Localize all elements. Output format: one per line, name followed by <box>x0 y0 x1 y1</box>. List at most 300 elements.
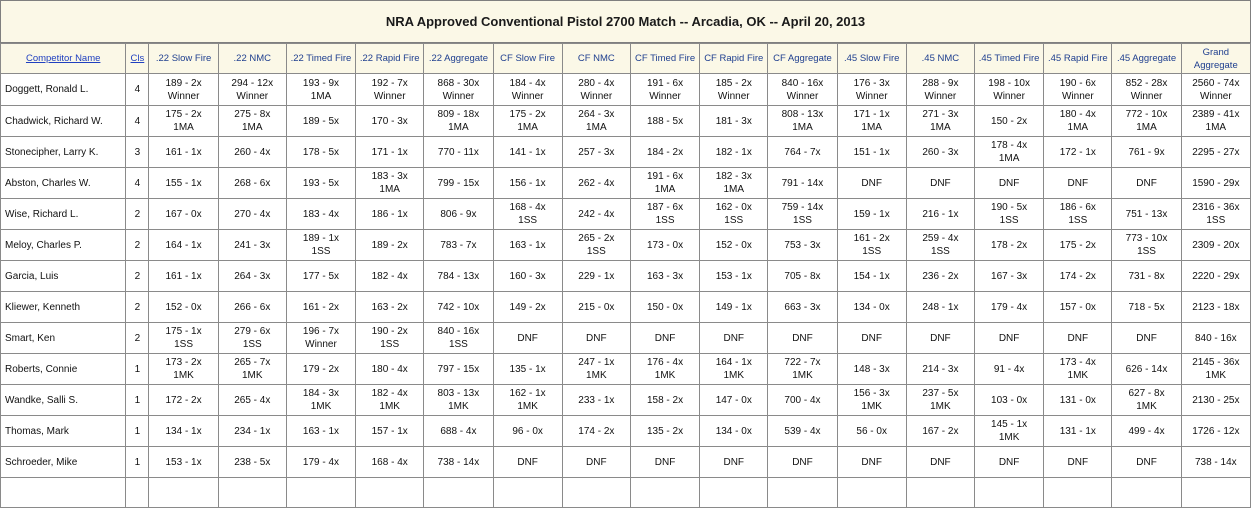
score-value: 173 - 0x <box>646 239 684 251</box>
column-header-45-aggregate: .45 Aggregate <box>1112 44 1181 74</box>
score-value: 96 - 0x <box>512 425 543 437</box>
score-value: 265 - 2x <box>578 233 615 244</box>
score-value: 705 - 8x <box>784 270 821 282</box>
award-label: Winner <box>786 90 819 102</box>
score-cell <box>562 292 630 323</box>
competitor-name: Kliewer, Kenneth <box>1 292 126 323</box>
score-cell <box>493 230 562 261</box>
class-cell: 2 <box>126 261 149 292</box>
score-value: 161 - 1x <box>165 146 202 158</box>
score-value: 738 - 14x <box>1194 456 1237 468</box>
score-cell <box>768 416 837 447</box>
competitor-name: Chadwick, Richard W. <box>1 106 126 137</box>
score-value: 183 - 3x <box>371 171 408 182</box>
award-label: Winner <box>1061 90 1094 102</box>
empty-cell <box>218 478 286 508</box>
score-cell <box>700 168 768 199</box>
score-cell <box>630 323 699 354</box>
score-cell <box>218 416 286 447</box>
score-cell <box>1181 416 1250 447</box>
score-cell <box>1181 261 1250 292</box>
score-cell <box>700 385 768 416</box>
score-value: 176 - 4x <box>646 357 684 368</box>
score-cell <box>630 292 699 323</box>
header-row <box>1 44 1251 74</box>
score-cell <box>424 137 493 168</box>
column-header-22-rapid-fire: .22 Rapid Fire <box>356 44 424 74</box>
score-value: 731 - 8x <box>1128 270 1165 282</box>
empty-cell <box>286 478 355 508</box>
award-label: 1MK <box>792 370 813 381</box>
score-value: 135 - 1x <box>509 363 546 375</box>
score-cell <box>700 261 768 292</box>
score-value: 178 - 4x <box>991 140 1028 151</box>
score-value: 172 - 2x <box>165 394 202 406</box>
column-header-cf-nmc: CF NMC <box>562 44 630 74</box>
score-value: 164 - 1x <box>165 239 202 251</box>
score-value: 809 - 18x <box>437 109 480 120</box>
class-cell: 4 <box>126 106 149 137</box>
award-label: 1MK <box>723 370 745 381</box>
award-label: 1MA <box>310 90 332 102</box>
score-cell <box>218 385 286 416</box>
score-cell <box>906 106 974 137</box>
empty-cell <box>768 478 837 508</box>
score-value: 163 - 2x <box>371 301 408 313</box>
score-value: 190 - 5x <box>991 202 1028 213</box>
score-value: 2316 - 36x <box>1192 202 1240 213</box>
score-cell <box>1044 447 1112 478</box>
score-cell <box>424 354 493 385</box>
score-value: 167 - 0x <box>165 208 202 220</box>
score-cell <box>286 354 355 385</box>
award-label: 1MK <box>930 401 951 412</box>
score-cell <box>1112 447 1181 478</box>
score-cell <box>356 261 424 292</box>
score-cell <box>493 354 562 385</box>
score-cell <box>562 106 630 137</box>
score-cell <box>975 137 1044 168</box>
score-cell <box>218 230 286 261</box>
score-cell <box>975 199 1044 230</box>
score-value: 179 - 4x <box>991 301 1028 313</box>
award-label: Winner <box>1130 90 1163 102</box>
competitor-name: Wandke, Salli S. <box>1 385 126 416</box>
score-cell <box>286 385 355 416</box>
column-header-22-aggregate: .22 Aggregate <box>424 44 493 74</box>
award-label: 1SS <box>930 246 950 257</box>
score-value: 803 - 13x <box>437 388 480 399</box>
score-value: 182 - 3x <box>715 171 752 182</box>
score-value: 170 - 3x <box>371 115 408 127</box>
score-cell <box>1112 137 1181 168</box>
score-cell <box>906 168 974 199</box>
score-value: 764 - 7x <box>784 146 821 158</box>
score-cell <box>286 199 355 230</box>
score-value: 265 - 4x <box>234 394 271 406</box>
score-cell <box>630 385 699 416</box>
score-value: 179 - 4x <box>302 456 340 468</box>
table-row <box>1 323 1251 354</box>
score-value: 791 - 14x <box>781 177 824 189</box>
score-cell <box>218 106 286 137</box>
score-value: 155 - 1x <box>165 177 202 189</box>
score-cell <box>906 447 974 478</box>
score-value: 266 - 6x <box>234 301 271 313</box>
score-cell <box>837 354 906 385</box>
score-value: 190 - 6x <box>1059 77 1096 89</box>
score-value: 150 - 0x <box>646 301 684 313</box>
score-cell <box>218 292 286 323</box>
competitor-name: Smart, Ken <box>1 323 126 354</box>
score-cell <box>356 106 424 137</box>
award-label: 1MK <box>448 401 469 412</box>
award-label: 1MA <box>517 122 538 133</box>
score-value: 148 - 3x <box>853 363 890 375</box>
table-row <box>1 385 1251 416</box>
score-cell <box>493 106 562 137</box>
score-cell <box>149 199 218 230</box>
award-label: 1SS <box>1137 246 1156 257</box>
class-cell: 2 <box>126 323 149 354</box>
score-value: 173 - 4x <box>1059 357 1096 368</box>
score-cell <box>218 323 286 354</box>
score-value: 175 - 2x <box>165 109 202 120</box>
score-value: 241 - 3x <box>234 239 271 251</box>
score-value: 797 - 15x <box>437 363 480 375</box>
score-cell <box>286 106 355 137</box>
score-cell <box>424 447 493 478</box>
score-cell <box>1044 106 1112 137</box>
score-cell <box>149 354 218 385</box>
score-value: DNF <box>654 456 676 468</box>
award-label: 1SS <box>174 339 194 350</box>
score-value: 147 - 0x <box>715 394 752 406</box>
award-label: 1MA <box>1136 122 1157 133</box>
score-value: 257 - 3x <box>578 146 615 158</box>
class-cell: 3 <box>126 137 149 168</box>
competitor-name: Wise, Richard L. <box>1 199 126 230</box>
award-label: 1MK <box>517 401 538 412</box>
score-value: DNF <box>998 332 1020 344</box>
score-cell <box>1112 230 1181 261</box>
score-value: 799 - 15x <box>437 177 480 189</box>
score-cell <box>906 261 974 292</box>
score-value: DNF <box>1067 177 1089 189</box>
score-value: 184 - 2x <box>646 146 684 158</box>
score-value: 159 - 1x <box>853 208 890 220</box>
score-cell <box>1181 323 1250 354</box>
award-label: 1MA <box>930 122 951 133</box>
score-value: 184 - 4x <box>509 77 546 89</box>
score-value: 183 - 4x <box>302 208 340 220</box>
score-cell <box>700 292 768 323</box>
score-value: 171 - 1x <box>853 109 890 120</box>
score-value: 152 - 0x <box>715 239 752 251</box>
score-value: 163 - 1x <box>509 239 546 251</box>
score-value: 627 - 8x <box>1128 388 1165 399</box>
score-value: 103 - 0x <box>991 394 1028 406</box>
score-value: 182 - 1x <box>715 146 752 158</box>
award-label: 1MK <box>241 370 263 381</box>
score-cell <box>1044 292 1112 323</box>
award-label: 1MK <box>1136 401 1157 412</box>
score-cell <box>1044 385 1112 416</box>
score-value: 131 - 0x <box>1059 394 1096 406</box>
column-header-45-timed-fire: .45 Timed Fire <box>975 44 1044 74</box>
score-value: 783 - 7x <box>440 239 477 251</box>
score-cell <box>149 323 218 354</box>
score-value: 56 - 0x <box>856 425 887 437</box>
award-label: 1SS <box>448 339 468 350</box>
score-cell <box>493 137 562 168</box>
score-cell <box>1181 354 1250 385</box>
score-value: 153 - 1x <box>165 456 202 468</box>
score-value: 247 - 1x <box>578 357 615 368</box>
score-cell <box>700 416 768 447</box>
table-row <box>1 137 1251 168</box>
award-label: Winner <box>236 90 269 102</box>
score-value: 700 - 4x <box>784 394 821 406</box>
score-value: DNF <box>861 177 882 189</box>
score-value: 759 - 14x <box>781 202 824 213</box>
score-cell <box>630 354 699 385</box>
award-label: 1MA <box>998 153 1020 164</box>
score-value: 160 - 3x <box>509 270 546 282</box>
score-value: 179 - 2x <box>302 363 340 375</box>
score-cell <box>700 199 768 230</box>
score-cell <box>837 106 906 137</box>
score-cell <box>1044 168 1112 199</box>
score-value: 806 - 9x <box>440 208 477 220</box>
score-cell <box>1044 354 1112 385</box>
class-cell: 1 <box>126 416 149 447</box>
score-value: 539 - 4x <box>784 425 821 437</box>
score-value: 751 - 13x <box>1125 208 1168 220</box>
score-cell <box>837 447 906 478</box>
class-cell: 4 <box>126 74 149 106</box>
score-value: 214 - 3x <box>922 363 959 375</box>
column-header-cf-rapid-fire: CF Rapid Fire <box>700 44 768 74</box>
score-cell <box>768 292 837 323</box>
score-cell <box>975 292 1044 323</box>
score-cell <box>975 261 1044 292</box>
score-value: 168 - 4x <box>371 456 408 468</box>
empty-cell <box>1112 478 1181 508</box>
score-cell <box>493 168 562 199</box>
score-cell <box>1044 137 1112 168</box>
score-cell <box>218 199 286 230</box>
empty-cell <box>1 478 126 508</box>
award-label: 1MA <box>723 184 745 195</box>
score-value: 742 - 10x <box>437 301 480 313</box>
score-value: 145 - 1x <box>991 419 1028 430</box>
score-value: 157 - 0x <box>1059 301 1096 313</box>
score-value: 238 - 5x <box>234 456 271 468</box>
award-label: 1MK <box>1067 370 1089 381</box>
score-value: 131 - 1x <box>1059 425 1096 437</box>
score-cell <box>562 168 630 199</box>
score-value: 626 - 14x <box>1125 363 1168 375</box>
award-label: 1MA <box>241 122 263 133</box>
empty-cell <box>630 478 699 508</box>
score-value: DNF <box>654 332 676 344</box>
score-cell <box>1044 261 1112 292</box>
score-cell <box>149 385 218 416</box>
table-row <box>1 230 1251 261</box>
score-cell <box>1112 168 1181 199</box>
column-header-22-timed-fire: .22 Timed Fire <box>286 44 355 74</box>
score-value: 175 - 2x <box>509 109 546 120</box>
score-value: DNF <box>586 332 607 344</box>
score-value: DNF <box>517 332 538 344</box>
score-cell <box>356 447 424 478</box>
score-value: 268 - 6x <box>234 177 271 189</box>
empty-cell <box>126 478 149 508</box>
score-cell <box>218 447 286 478</box>
score-cell <box>1044 323 1112 354</box>
competitor-name: Abston, Charles W. <box>1 168 126 199</box>
class-cell: 1 <box>126 385 149 416</box>
score-cell <box>149 137 218 168</box>
score-cell <box>906 199 974 230</box>
score-cell <box>1044 74 1112 106</box>
score-value: 190 - 2x <box>371 326 408 337</box>
table-row <box>1 261 1251 292</box>
score-value: 2560 - 74x <box>1192 77 1240 89</box>
score-cell <box>286 447 355 478</box>
score-cell <box>218 261 286 292</box>
column-header-cls[interactable]: Cls <box>126 44 149 74</box>
score-cell <box>562 261 630 292</box>
score-value: 180 - 4x <box>371 363 408 375</box>
table-row <box>1 416 1251 447</box>
score-cell <box>286 261 355 292</box>
score-cell <box>768 230 837 261</box>
score-value: 236 - 2x <box>922 270 959 282</box>
score-value: 174 - 2x <box>1059 270 1096 282</box>
award-label: 1MK <box>586 370 607 381</box>
score-value: 264 - 3x <box>578 109 615 120</box>
score-cell <box>700 447 768 478</box>
score-value: 164 - 1x <box>715 357 752 368</box>
score-value: 149 - 1x <box>715 301 752 313</box>
score-value: 279 - 6x <box>234 326 271 337</box>
score-value: DNF <box>930 456 951 468</box>
score-value: 189 - 5x <box>302 115 340 127</box>
award-label: Winner <box>580 90 613 102</box>
score-value: 158 - 2x <box>646 394 684 406</box>
score-value: 193 - 5x <box>302 177 340 189</box>
score-cell <box>149 292 218 323</box>
score-value: 152 - 0x <box>165 301 202 313</box>
score-cell <box>630 261 699 292</box>
score-value: 154 - 1x <box>853 270 890 282</box>
score-cell <box>218 137 286 168</box>
score-value: 738 - 14x <box>437 456 480 468</box>
empty-cell <box>562 478 630 508</box>
score-value: DNF <box>792 456 813 468</box>
award-label: 1SS <box>862 246 882 257</box>
score-cell <box>1181 199 1250 230</box>
score-cell <box>630 137 699 168</box>
award-label: 1MK <box>654 370 676 381</box>
score-cell <box>149 168 218 199</box>
score-cell <box>837 199 906 230</box>
score-value: DNF <box>930 177 951 189</box>
award-label: 1SS <box>586 246 606 257</box>
score-value: 2145 - 36x <box>1192 357 1240 368</box>
score-cell <box>837 292 906 323</box>
score-value: 167 - 3x <box>991 270 1028 282</box>
score-value: 188 - 5x <box>646 115 684 127</box>
score-cell <box>700 323 768 354</box>
score-value: 234 - 1x <box>234 425 271 437</box>
score-cell <box>1181 447 1250 478</box>
score-cell <box>562 74 630 106</box>
score-cell <box>356 292 424 323</box>
score-cell <box>906 74 974 106</box>
empty-row <box>1 478 1251 508</box>
score-value: 178 - 5x <box>302 146 340 158</box>
score-cell <box>356 230 424 261</box>
competitor-name: Stonecipher, Larry K. <box>1 137 126 168</box>
score-value: 784 - 13x <box>437 270 480 282</box>
score-cell <box>1181 230 1250 261</box>
award-label: 1MK <box>310 401 332 412</box>
score-cell <box>424 416 493 447</box>
column-header-cf-aggregate: CF Aggregate <box>768 44 837 74</box>
empty-cell <box>493 478 562 508</box>
score-value: DNF <box>1136 177 1157 189</box>
score-cell <box>630 447 699 478</box>
column-header-competitor-name[interactable]: Competitor Name <box>1 44 126 74</box>
award-label: 1SS <box>242 339 262 350</box>
score-value: 156 - 1x <box>509 177 546 189</box>
score-value: DNF <box>930 332 951 344</box>
score-cell <box>562 323 630 354</box>
score-cell <box>1181 385 1250 416</box>
results-table <box>0 43 1251 508</box>
empty-cell <box>1181 478 1250 508</box>
score-value: 852 - 28x <box>1125 77 1168 89</box>
award-label: 1MA <box>586 122 607 133</box>
score-value: 761 - 9x <box>1128 146 1165 158</box>
score-value: 868 - 30x <box>437 77 480 89</box>
class-cell: 2 <box>126 292 149 323</box>
score-cell <box>1112 292 1181 323</box>
score-value: DNF <box>861 332 882 344</box>
score-cell <box>906 323 974 354</box>
score-value: 162 - 1x <box>509 388 546 399</box>
score-value: 294 - 12x <box>231 77 274 89</box>
score-value: 2309 - 20x <box>1192 239 1240 251</box>
score-value: 91 - 4x <box>993 363 1025 375</box>
score-cell <box>562 385 630 416</box>
score-value: DNF <box>1067 332 1089 344</box>
score-value: 216 - 1x <box>922 208 959 220</box>
score-cell <box>493 416 562 447</box>
score-value: 270 - 4x <box>234 208 271 220</box>
score-value: DNF <box>586 456 607 468</box>
score-cell <box>1112 74 1181 106</box>
class-cell: 2 <box>126 230 149 261</box>
score-cell <box>493 199 562 230</box>
score-value: 840 - 16x <box>1194 332 1237 344</box>
award-label: 1MA <box>1205 122 1227 133</box>
column-header-grand-aggregate: Grand Aggregate <box>1181 44 1250 74</box>
score-value: DNF <box>723 332 745 344</box>
